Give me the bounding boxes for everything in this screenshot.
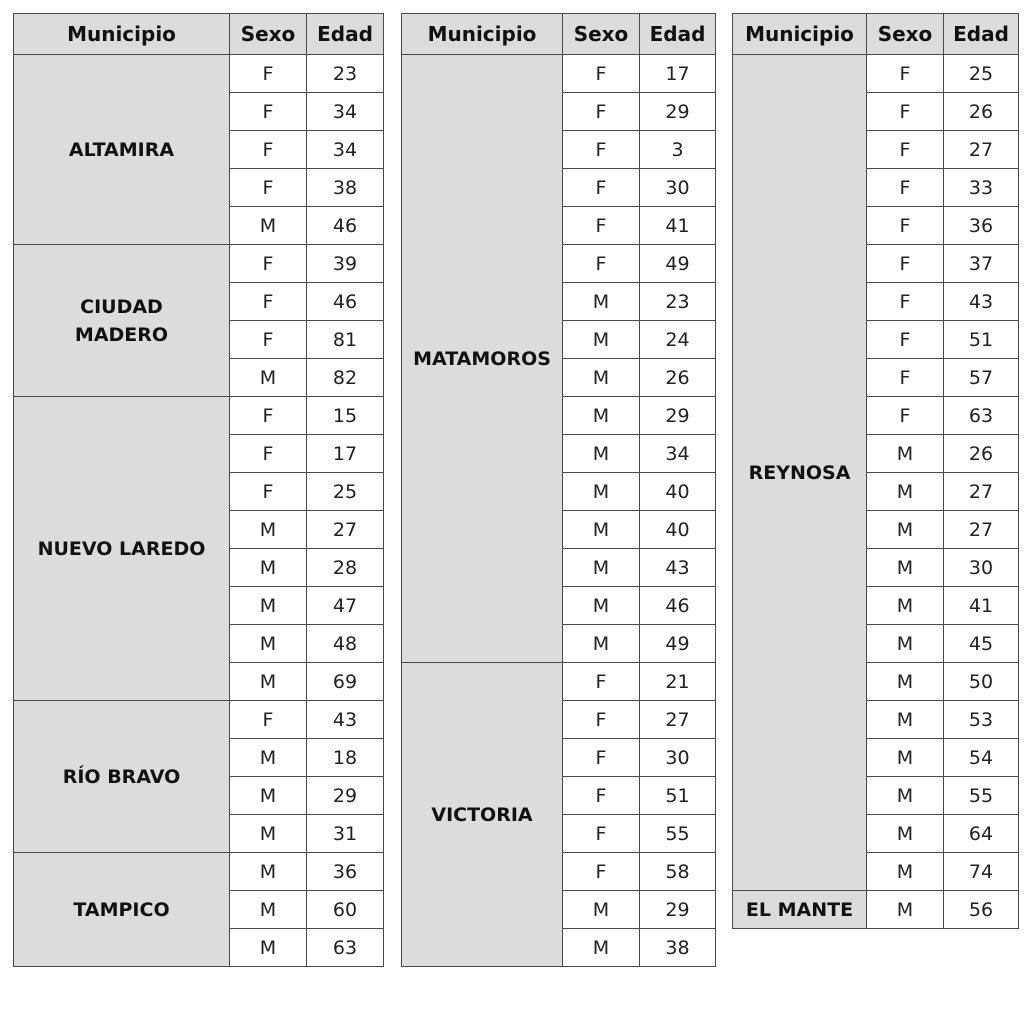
edad-cell: 27 [307, 511, 384, 549]
edad-cell: 18 [307, 739, 384, 777]
edad-cell: 38 [640, 929, 716, 967]
sexo-cell: M [867, 891, 944, 929]
sexo-cell: M [230, 777, 307, 815]
table-row [14, 397, 384, 435]
edad-cell: 48 [307, 625, 384, 663]
edad-cell: 47 [307, 587, 384, 625]
sexo-cell: M [867, 815, 944, 853]
sexo-cell: F [867, 359, 944, 397]
edad-cell: 43 [307, 701, 384, 739]
sexo-cell: M [230, 587, 307, 625]
header-sexo: Sexo [867, 14, 944, 55]
sexo-cell: M [230, 815, 307, 853]
sexo-cell: M [230, 359, 307, 397]
sexo-cell: M [563, 359, 640, 397]
header-edad: Edad [640, 14, 716, 55]
edad-cell: 46 [307, 207, 384, 245]
sexo-cell: F [563, 131, 640, 169]
municipio-label: MATAMOROS [413, 347, 551, 370]
sexo-cell: M [563, 511, 640, 549]
edad-cell: 29 [640, 397, 716, 435]
edad-cell: 56 [944, 891, 1019, 929]
edad-cell: 17 [307, 435, 384, 473]
sexo-cell: F [867, 93, 944, 131]
municipio-cell [733, 891, 867, 929]
header-row [402, 14, 716, 55]
edad-cell: 34 [307, 93, 384, 131]
edad-cell: 34 [307, 131, 384, 169]
table-middle [401, 13, 716, 967]
edad-cell: 40 [640, 511, 716, 549]
sexo-cell: F [867, 207, 944, 245]
sexo-cell: M [563, 891, 640, 929]
header-municipio: Municipio [402, 14, 563, 55]
edad-cell: 26 [640, 359, 716, 397]
edad-cell: 23 [640, 283, 716, 321]
edad-cell: 74 [944, 853, 1019, 891]
edad-cell: 46 [307, 283, 384, 321]
sexo-cell: F [563, 853, 640, 891]
sexo-cell: F [867, 397, 944, 435]
edad-cell: 41 [640, 207, 716, 245]
edad-cell: 55 [944, 777, 1019, 815]
edad-cell: 29 [307, 777, 384, 815]
edad-cell: 26 [944, 435, 1019, 473]
edad-cell: 45 [944, 625, 1019, 663]
sexo-cell: F [230, 283, 307, 321]
sexo-cell: F [230, 131, 307, 169]
municipio-cell [402, 663, 563, 967]
sexo-cell: F [867, 321, 944, 359]
sexo-cell: M [563, 397, 640, 435]
edad-cell: 54 [944, 739, 1019, 777]
municipio-label: TAMPICO [73, 898, 170, 921]
header-municipio: Municipio [733, 14, 867, 55]
table-row [14, 853, 384, 891]
sexo-cell: M [230, 549, 307, 587]
sexo-cell: F [563, 169, 640, 207]
edad-cell: 24 [640, 321, 716, 359]
header-edad: Edad [944, 14, 1019, 55]
edad-cell: 60 [307, 891, 384, 929]
sexo-cell: M [867, 663, 944, 701]
sexo-cell: F [563, 739, 640, 777]
edad-cell: 27 [640, 701, 716, 739]
edad-cell: 36 [307, 853, 384, 891]
table-row [402, 663, 716, 701]
edad-cell: 37 [944, 245, 1019, 283]
table-left [13, 13, 384, 967]
sexo-cell: M [563, 473, 640, 511]
edad-cell: 63 [944, 397, 1019, 435]
sexo-cell: M [867, 853, 944, 891]
municipio-label: EL MANTE [745, 898, 854, 921]
edad-cell: 36 [944, 207, 1019, 245]
sexo-cell: F [867, 55, 944, 93]
edad-cell: 41 [944, 587, 1019, 625]
sexo-cell: F [230, 169, 307, 207]
sexo-cell: F [230, 473, 307, 511]
municipio-label: CIUDAD MADERO [74, 295, 169, 346]
table-row [402, 55, 716, 93]
sexo-cell: M [230, 207, 307, 245]
edad-cell: 49 [640, 245, 716, 283]
edad-cell: 63 [307, 929, 384, 967]
municipio-label: NUEVO LAREDO [37, 537, 206, 560]
sexo-cell: M [563, 283, 640, 321]
edad-cell: 38 [307, 169, 384, 207]
header-row [14, 14, 384, 55]
sexo-cell: M [867, 739, 944, 777]
sexo-cell: M [230, 663, 307, 701]
sexo-cell: M [563, 435, 640, 473]
sexo-cell: M [230, 853, 307, 891]
municipio-label: RÍO BRAVO [62, 765, 181, 788]
edad-cell: 28 [307, 549, 384, 587]
municipio-cell [402, 55, 563, 663]
sexo-cell: F [563, 701, 640, 739]
edad-cell: 82 [307, 359, 384, 397]
edad-cell: 25 [944, 55, 1019, 93]
sexo-cell: F [230, 55, 307, 93]
edad-cell: 34 [640, 435, 716, 473]
sexo-cell: M [563, 321, 640, 359]
sexo-cell: F [867, 131, 944, 169]
edad-cell: 30 [640, 169, 716, 207]
edad-cell: 55 [640, 815, 716, 853]
edad-cell: 51 [640, 777, 716, 815]
edad-cell: 33 [944, 169, 1019, 207]
header-sexo: Sexo [230, 14, 307, 55]
edad-cell: 40 [640, 473, 716, 511]
edad-cell: 30 [944, 549, 1019, 587]
sexo-cell: M [867, 701, 944, 739]
sexo-cell: M [230, 625, 307, 663]
sexo-cell: M [230, 511, 307, 549]
sexo-cell: F [230, 435, 307, 473]
sexo-cell: F [563, 55, 640, 93]
edad-cell: 51 [944, 321, 1019, 359]
header-row [733, 14, 1019, 55]
sexo-cell: F [563, 777, 640, 815]
municipio-label: REYNOSA [748, 461, 851, 484]
edad-cell: 23 [307, 55, 384, 93]
edad-cell: 29 [640, 93, 716, 131]
edad-cell: 69 [307, 663, 384, 701]
edad-cell: 30 [640, 739, 716, 777]
edad-cell: 50 [944, 663, 1019, 701]
edad-cell: 46 [640, 587, 716, 625]
municipio-cell [14, 701, 230, 853]
sexo-cell: M [230, 891, 307, 929]
sexo-cell: F [230, 397, 307, 435]
sexo-cell: F [563, 245, 640, 283]
sexo-cell: M [867, 435, 944, 473]
municipio-cell [14, 397, 230, 701]
sexo-cell: M [867, 549, 944, 587]
sexo-cell: M [867, 625, 944, 663]
municipio-label: ALTAMIRA [68, 138, 175, 161]
sexo-cell: F [230, 701, 307, 739]
sexo-cell: F [230, 321, 307, 359]
edad-cell: 81 [307, 321, 384, 359]
edad-cell: 49 [640, 625, 716, 663]
municipio-cell [14, 55, 230, 245]
sexo-cell: F [563, 207, 640, 245]
sexo-cell: M [867, 473, 944, 511]
edad-cell: 3 [640, 131, 716, 169]
table-body [14, 55, 384, 967]
sexo-cell: F [563, 815, 640, 853]
sexo-cell: M [563, 929, 640, 967]
edad-cell: 43 [944, 283, 1019, 321]
sexo-cell: M [867, 511, 944, 549]
edad-cell: 27 [944, 473, 1019, 511]
edad-cell: 21 [640, 663, 716, 701]
municipio-cell [733, 55, 867, 891]
edad-cell: 29 [640, 891, 716, 929]
edad-cell: 53 [944, 701, 1019, 739]
edad-cell: 64 [944, 815, 1019, 853]
table-row [14, 55, 384, 93]
table-row [14, 701, 384, 739]
sexo-cell: F [563, 663, 640, 701]
sexo-cell: M [867, 777, 944, 815]
edad-cell: 25 [307, 473, 384, 511]
sexo-cell: M [230, 739, 307, 777]
edad-cell: 27 [944, 511, 1019, 549]
sexo-cell: M [563, 625, 640, 663]
sexo-cell: F [867, 169, 944, 207]
sexo-cell: F [563, 93, 640, 131]
table-row [733, 891, 1019, 929]
municipio-cell [14, 245, 230, 397]
table-row [14, 245, 384, 283]
municipio-cell [14, 853, 230, 967]
edad-cell: 17 [640, 55, 716, 93]
edad-cell: 43 [640, 549, 716, 587]
municipio-label: VICTORIA [431, 803, 533, 826]
header-edad: Edad [307, 14, 384, 55]
sexo-cell: F [867, 283, 944, 321]
sexo-cell: F [230, 245, 307, 283]
edad-cell: 58 [640, 853, 716, 891]
sexo-cell: M [563, 549, 640, 587]
sexo-cell: F [230, 93, 307, 131]
sexo-cell: M [867, 587, 944, 625]
edad-cell: 15 [307, 397, 384, 435]
edad-cell: 31 [307, 815, 384, 853]
edad-cell: 27 [944, 131, 1019, 169]
sexo-cell: M [230, 929, 307, 967]
edad-cell: 39 [307, 245, 384, 283]
edad-cell: 57 [944, 359, 1019, 397]
table-body [733, 55, 1019, 929]
sexo-cell: M [563, 587, 640, 625]
table-body [402, 55, 716, 967]
edad-cell: 26 [944, 93, 1019, 131]
sexo-cell: F [867, 245, 944, 283]
table-right [732, 13, 1019, 929]
header-municipio: Municipio [14, 14, 230, 55]
table-row [733, 55, 1019, 93]
header-sexo: Sexo [563, 14, 640, 55]
